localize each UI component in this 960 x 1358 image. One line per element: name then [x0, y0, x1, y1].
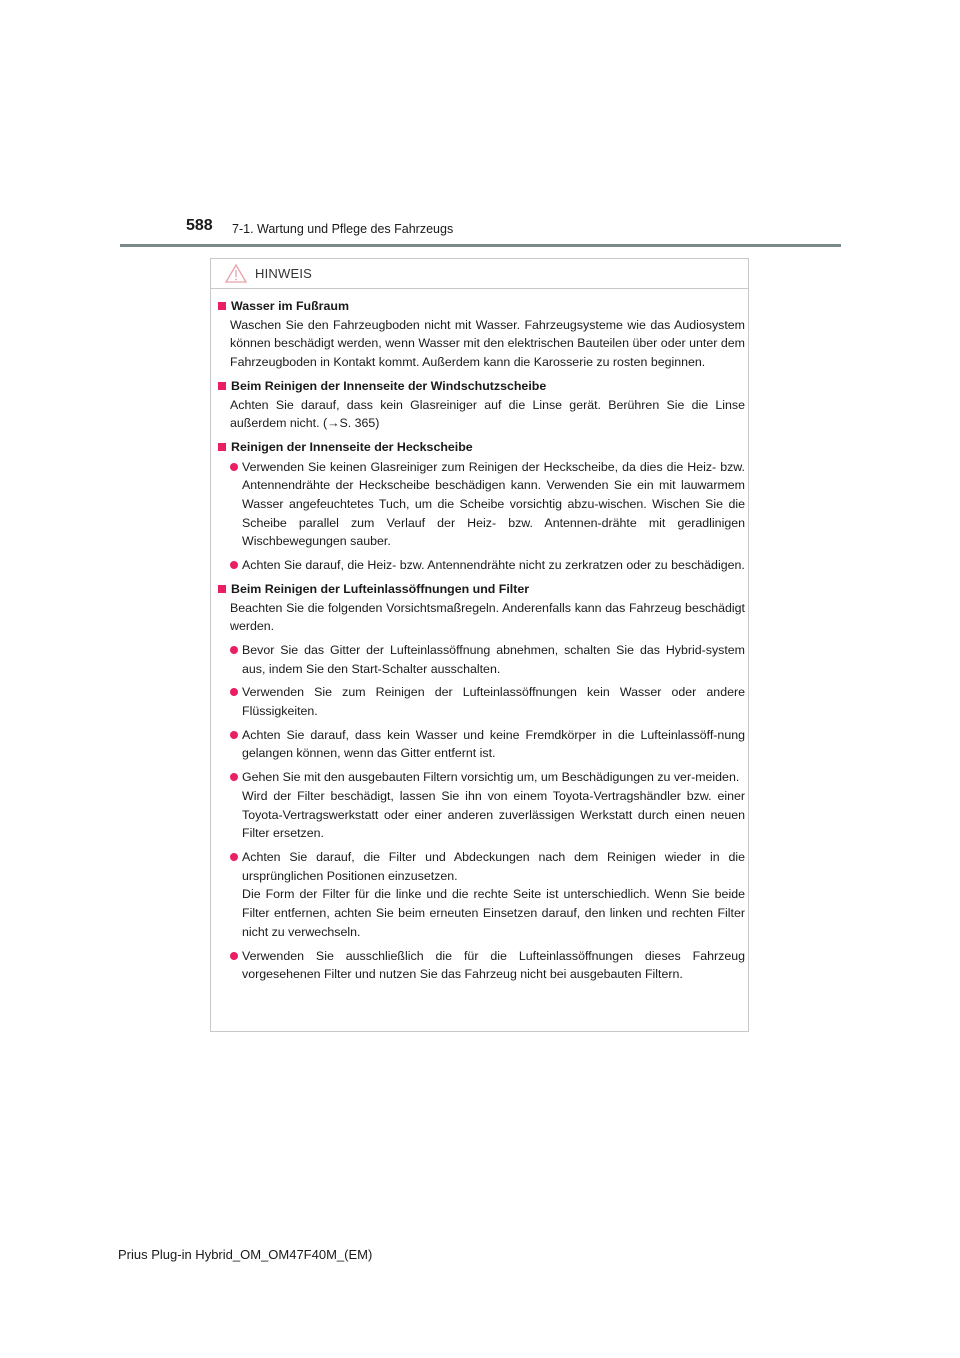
bullet-item: [218, 768, 745, 843]
section-text: Beachten Sie die folgenden Vorsichtsmaßregeln. Anderenfalls kann das Fahrzeug beschädigt werden.: [230, 600, 745, 634]
dot-bullet-icon: [230, 731, 238, 739]
section-rear-window: [218, 438, 745, 575]
bullet-list: [218, 641, 745, 984]
section-heading: [218, 580, 745, 599]
bullet-item: [218, 556, 745, 575]
section-heading-text: Beim Reinigen der Lufteinlassöffnungen und Filter: [231, 581, 530, 596]
bullet-item: [218, 683, 745, 720]
bullet-text: Verwenden Sie keinen Glasreiniger zum Reinigen der Heckscheibe, da dies die Heiz- bzw. Antennendrähte der Heckscheibe beschädigen kann. Verwenden Sie ein mit lauwarmem Wasser angefeuchtetes Tuch, um die Scheibe vorsichtig abzu-wischen. Wischen Sie die Scheibe parallel zum Verlauf der Heiz- bzw. Antennen-drähte mit geradlinigen Wischbewegungen sauber.: [242, 459, 745, 549]
dot-bullet-icon: [230, 952, 238, 960]
dot-bullet-icon: [230, 688, 238, 696]
notice-body: [218, 297, 745, 989]
bullet-item: [218, 848, 745, 942]
bullet-list: [218, 458, 745, 575]
section-water: [218, 297, 745, 372]
square-bullet-icon: [218, 443, 226, 451]
bullet-extra-text: Wird der Filter beschädigt, lassen Sie ihn von einem Toyota-Vertragshändler bzw. einer Toyota-Vertragswerkstatt oder einer anderen zuverlässigen Werkstatt durch einen neuen Filter ersetzen.: [242, 788, 745, 841]
warning-triangle-icon: [225, 264, 247, 283]
square-bullet-icon: [218, 382, 226, 390]
section-windshield: [218, 377, 745, 433]
dot-bullet-icon: [230, 646, 238, 654]
bullet-text: Achten Sie darauf, die Heiz- bzw. Antennendrähte nicht zu zerkratzen oder zu beschädigen.: [242, 558, 745, 573]
dot-bullet-icon: [230, 853, 238, 861]
bullet-text: Gehen Sie mit den ausgebauten Filtern vorsichtig um, um Beschädigungen zu ver-meiden.: [242, 770, 740, 785]
bullet-text: Achten Sie darauf, dass kein Wasser und keine Fremdkörper in die Lufteinlassöff-nung gelangen können, wenn das Gitter entfernt ist.: [242, 727, 745, 761]
dot-bullet-icon: [230, 561, 238, 569]
bullet-text: Verwenden Sie zum Reinigen der Lufteinlassöffnungen kein Wasser oder andere Flüssigkeiten.: [242, 685, 745, 719]
notice-title: HINWEIS: [255, 266, 313, 281]
square-bullet-icon: [218, 585, 226, 593]
section-heading-text: Reinigen der Innenseite der Heckscheibe: [231, 439, 473, 454]
bullet-item: [218, 641, 745, 678]
bullet-text: Achten Sie darauf, die Filter und Abdeckungen nach dem Reinigen wieder in die ursprünglichen Positionen einzusetzen.: [242, 849, 745, 883]
section-text: Achten Sie darauf, dass kein Glasreiniger auf die Linse gerät. Berühren Sie die Linse außerdem nicht. (→S. 365): [230, 397, 745, 431]
section-air-intake: [218, 580, 745, 984]
header-rule: [120, 244, 841, 247]
section-heading-text: Beim Reinigen der Innenseite der Windschutzscheibe: [231, 378, 547, 393]
bullet-extra-text: Die Form der Filter für die linke und die rechte Seite ist unterschiedlich. Wenn Sie beide Filter entfernen, achten Sie beim erneuten Einsetzen darauf, den linken und rechten Filter nicht zu verwechseln.: [242, 887, 745, 939]
bullet-item: [218, 726, 745, 763]
bullet-text: Bevor Sie das Gitter der Lufteinlassöffnung abnehmen, schalten Sie das Hybrid-system aus, indem Sie den Start-Schalter ausschalten.: [242, 642, 745, 676]
bullet-text: Verwenden Sie ausschließlich die für die Lufteinlassöffnungen dieses Fahrzeug vorgesehenen Filter und nutzen Sie das Fahrzeug nicht bei ausgebauten Filtern.: [242, 948, 745, 982]
section-heading: [218, 438, 745, 457]
notice-box: [210, 258, 749, 1032]
section-heading: [218, 297, 745, 316]
dot-bullet-icon: [230, 773, 238, 781]
notice-header: [211, 259, 748, 289]
footer-text: Prius Plug-in Hybrid_OM_OM47F40M_(EM): [118, 1247, 373, 1262]
section-text: Waschen Sie den Fahrzeugboden nicht mit Wasser. Fahrzeugsysteme wie das Audiosystem können beschädigt werden, wenn Wasser mit den elektrischen Bauteilen über oder unter dem Fahrzeugboden in Kontakt kommt. Außerdem kann die Karosserie zu rosten beginnen.: [230, 317, 745, 370]
section-heading-text: Wasser im Fußraum: [231, 299, 349, 313]
page-number: 588: [186, 217, 213, 234]
dot-bullet-icon: [230, 463, 238, 471]
bullet-item: [218, 947, 745, 984]
section-title: 7-1. Wartung und Pflege des Fahrzeugs: [232, 222, 454, 236]
square-bullet-icon: [218, 302, 226, 310]
bullet-item: [218, 458, 745, 552]
section-heading: [218, 377, 745, 396]
